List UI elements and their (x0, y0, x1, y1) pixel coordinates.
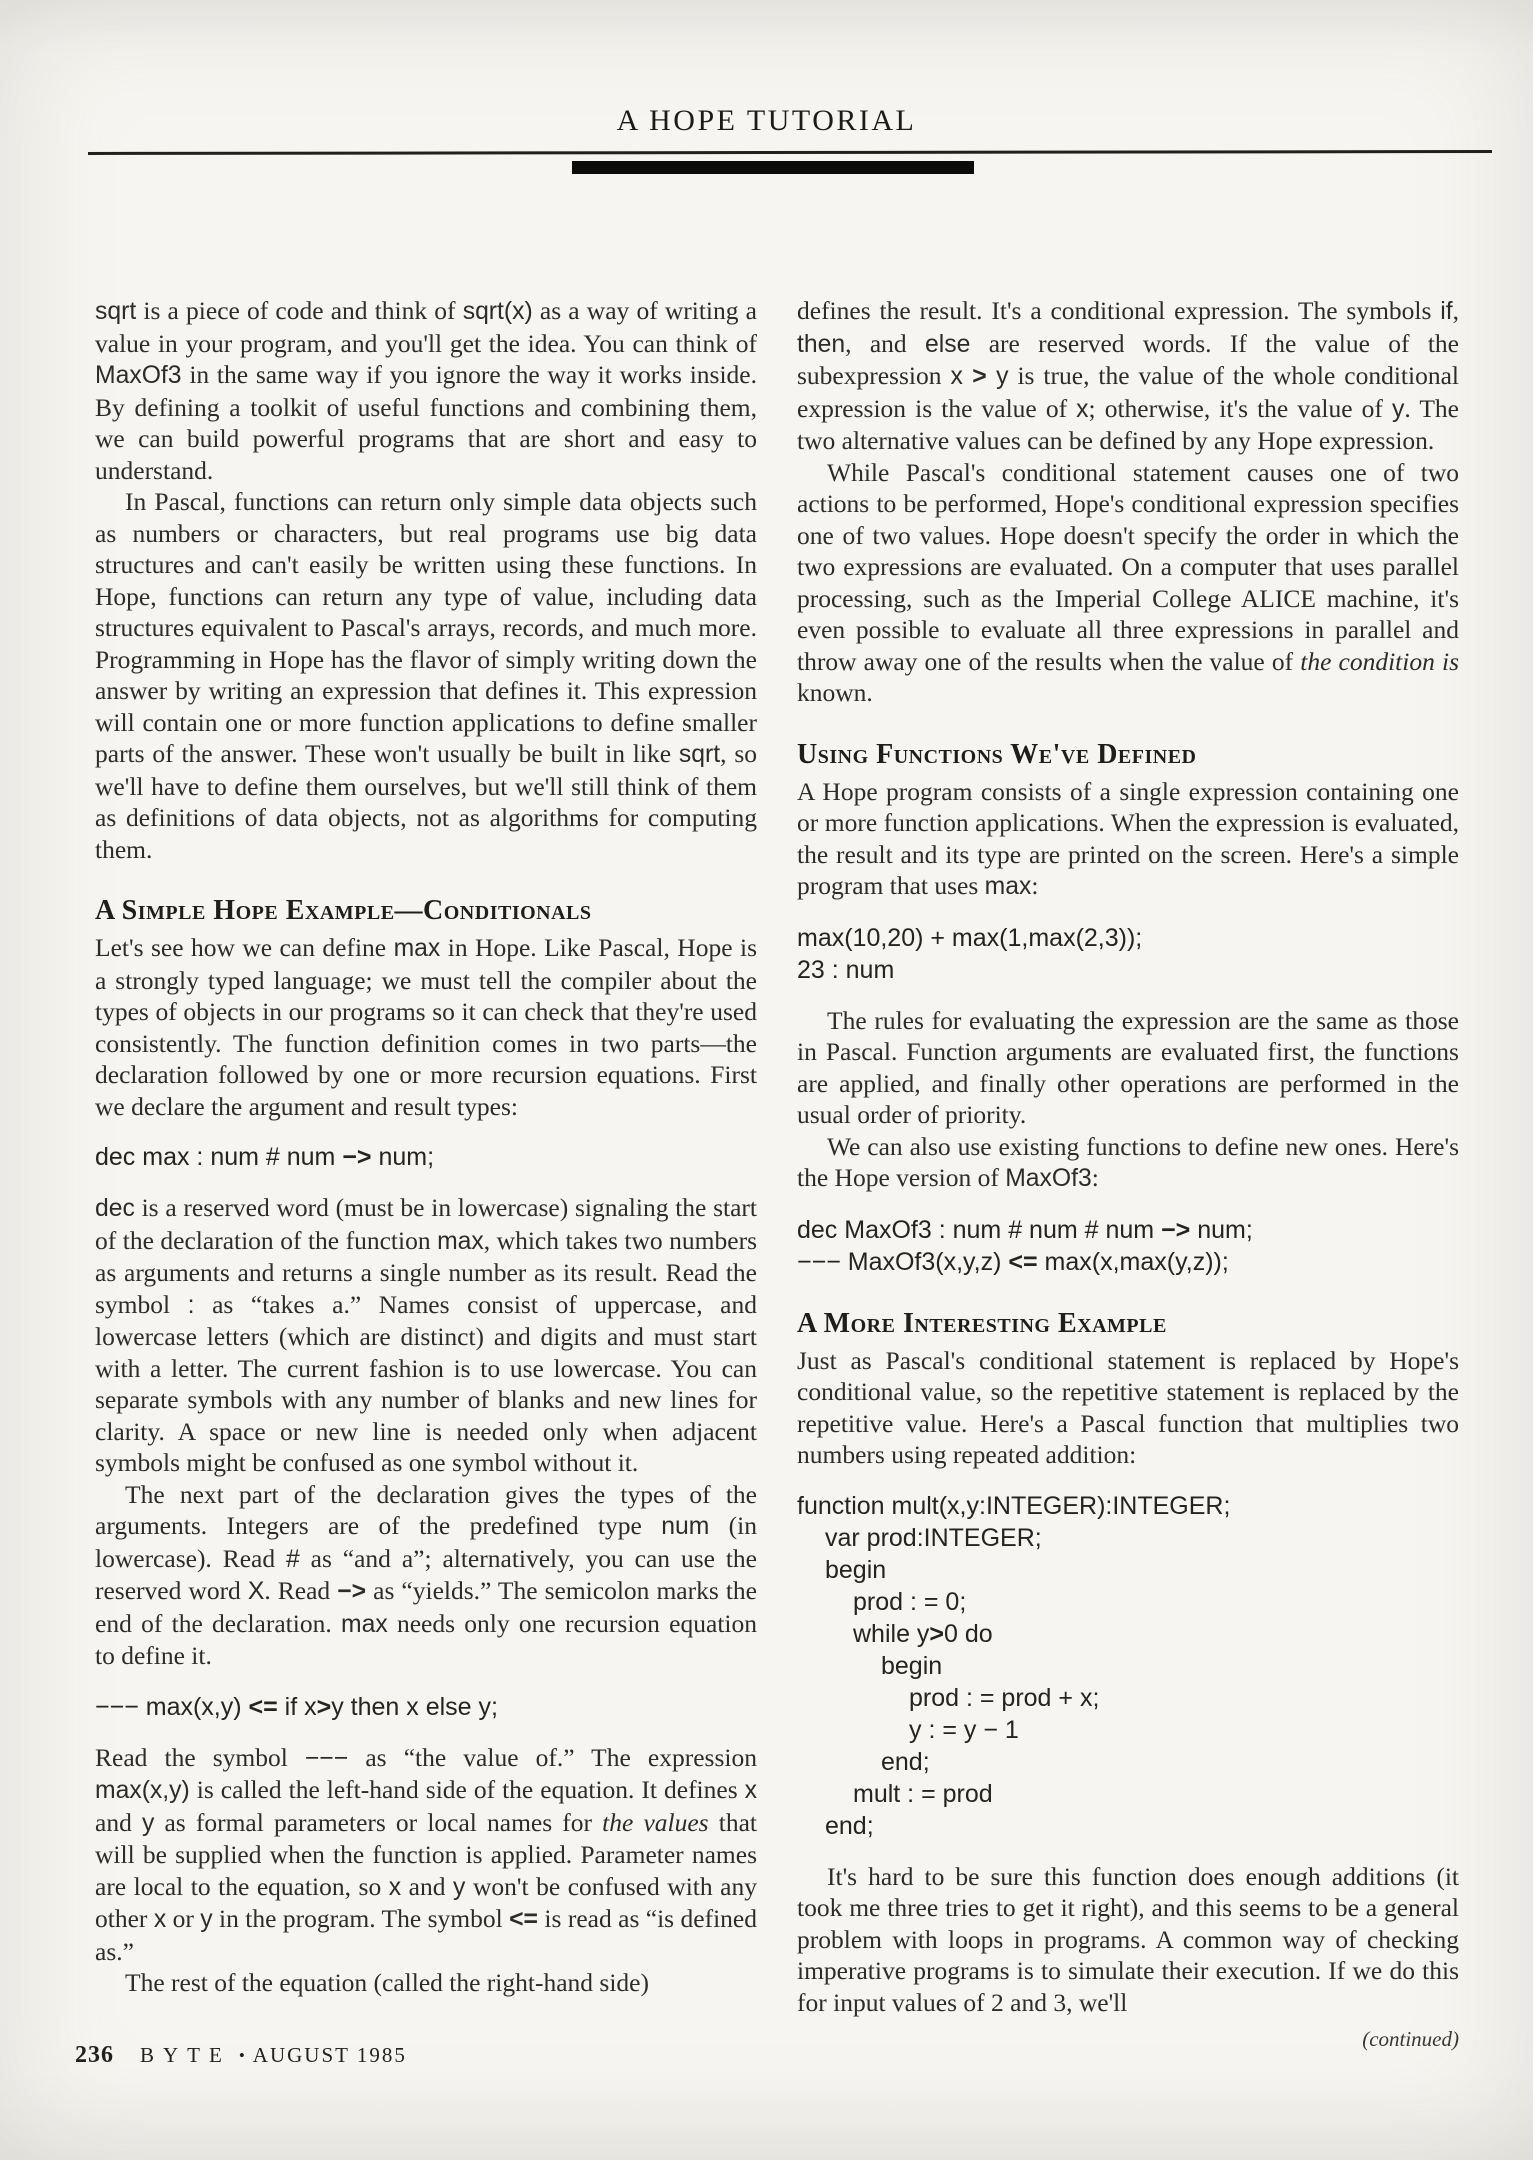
code-block (95, 1141, 757, 1173)
paragraph: Just as Pascal's conditional statement is replaced by Hope's conditional value, so the repetitive statement is replaced by the repetitive value. Here's a Pascal function that multiplies two numbers using repeated addition: (797, 1345, 1459, 1469)
paragraph: We can also use existing functions to define new ones. Here's the Hope version of MaxOf3: (797, 1131, 1459, 1192)
paragraph: sqrt is a piece of code and think of sqrt(x) as a way of writing a value in your program, and you'll get the idea. You can think of MaxOf3 in the same way if you ignore the way it works inside. By defining a toolkit of useful functions and combining them, we can build powerful programs that are short and easy to understand. (95, 296, 757, 485)
code-line: y : = y − 1 (909, 1715, 1019, 1744)
code-line: dec MaxOf3 : num # num # num −> num; (797, 1215, 1253, 1244)
code-block (95, 1691, 757, 1723)
code-block (797, 1214, 1459, 1278)
code-line: end; (881, 1747, 930, 1776)
code-line: prod : = prod + x; (909, 1683, 1100, 1712)
paragraph: While Pascal's conditional statement causes one of two actions to be performed, Hope's conditional expression specifies one of two values. Hope doesn't specify the order in which the two expressions are evaluated. On a computer that uses parallel processing, such as the Imperial College ALICE machine, it's even possible to evaluate all three expressions in parallel and throw away one of the results when the value of the condition is known. (797, 457, 1459, 707)
footer-bullet: • (238, 2046, 245, 2065)
paragraph: The rest of the equation (called the right-hand side) (125, 1968, 649, 1997)
magazine-name: BYTE (140, 2043, 231, 2067)
code-block (797, 922, 1459, 986)
header-rule (88, 150, 1492, 155)
code-line: begin (825, 1555, 887, 1584)
page-number: 236 (75, 2042, 114, 2068)
paragraph: The rules for evaluating the expression are the same as those in Pascal. Function arguments are evaluated first, the functions are applied, and finally other operations are performed in the usual order of priority. (797, 1005, 1459, 1129)
code-line: begin (881, 1651, 943, 1680)
paragraph: The next part of the declaration gives the types of the arguments. Integers are of the predefined type num (in lowercase). Read # as “and a”; alternatively, you can use the reserved word X. Read −> as “yields.” The semicolon marks the end of the declaration. max needs only one recursion equation to define it. (95, 1479, 757, 1670)
continued-marker: (continued) (1362, 2027, 1459, 2051)
header-title-underbar (572, 161, 974, 174)
page-title: A HOPE TUTORIAL (616, 104, 917, 137)
right-column (797, 295, 1459, 2052)
code-line: while y>0 do (853, 1619, 993, 1648)
code-line: −−− max(x,y) <= if x>y then x else y; (95, 1692, 498, 1721)
code-line: dec max : num # num −> num; (95, 1143, 435, 1171)
paragraph: Let's see how we can define max in Hope. Like Pascal, Hope is a strongly typed language; we must tell the compiler about the types of objects in our programs so it can check that they're used consistently. The function definition comes in two parts—the declaration followed by one or more recursion equations. First we declare the argument and result types: (95, 933, 757, 1121)
code-line: function mult(x,y:INTEGER):INTEGER; (797, 1491, 1231, 1520)
section-heading: A Simple Hope Example—Conditionals (95, 895, 592, 926)
paragraph: Read the symbol −−− as “the value of.” The expression max(x,y) is called the left-hand side of the equation. It defines x and y as formal parameters or local names for the values that will be supplied when the function is applied. Parameter names are local to the equation, so x and y won't be confused with any other x or y in the program. The symbol <= is read as “is defined as.” (95, 1742, 757, 1966)
code-line: var prod:INTEGER; (825, 1523, 1042, 1552)
code-line: prod : = 0; (853, 1587, 967, 1616)
left-column (95, 295, 757, 2052)
code-line: mult : = prod (853, 1779, 993, 1808)
article-body (95, 295, 1459, 2052)
code-line: −−− MaxOf3(x,y,z) <= max(x,max(y,z)); (797, 1247, 1229, 1276)
section-heading: Using Functions We've Defined (797, 738, 1197, 770)
code-line: end; (825, 1811, 874, 1840)
paragraph: A Hope program consists of a single expression containing one or more function applications. When the expression is evaluated, the result and its type are printed on the screen. Here's a simple program that uses max: (797, 776, 1459, 900)
paragraph: defines the result. It's a conditional expression. The symbols if, then, and else are reserved words. If the value of the subexpression x > y is true, the value of the whole conditional expression is the value of x; otherwise, it's the value of y. The two alternative values can be defined by any Hope expression. (797, 296, 1460, 455)
section-heading: A More Interesting Example (797, 1307, 1167, 1339)
code-block (797, 1490, 1459, 1842)
paragraph: dec is a reserved word (must be in lowercase) signaling the start of the declaration of the function max, which takes two numbers as arguments and returns a single number as its result. Read the symbol : as “takes a.” Names consist of uppercase, and lowercase letters (which are distinct) and digits and must start with a letter. The current fashion is to use lowercase. You can separate symbols with any number of blanks and new lines for clarity. A space or new line is needed only when adjacent symbols might be confused as one symbol without it. (95, 1193, 757, 1477)
paragraph: It's hard to be sure this function does enough additions (it took me three tries to get it right), and this seems to be a general problem with loops in programs. A common way of checking imperative programs is to simulate their execution. If we do this for input values of 2 and 3, we'll (797, 1861, 1459, 2017)
code-line: max(10,20) + max(1,max(2,3)); (797, 923, 1143, 952)
paragraph: In Pascal, functions can return only simple data objects such as numbers or characters, but real programs use big data structures and can't easily be written using these functions. In Hope, functions can return any type of value, including data structures equivalent to Pascal's arrays, records, and much more. Programming in Hope has the flavor of simply writing down the answer by writing an expression that defines it. This expression will contain one or more function applications to define smaller parts of the answer. These won't usually be built in like sqrt, so we'll have to define them ourselves, but we'll still think of them as definitions of data objects, not as algorithms for computing them. (95, 487, 757, 864)
code-line: 23 : num (797, 955, 895, 984)
page-footer (75, 2042, 407, 2069)
issue-date: AUGUST 1985 (252, 2043, 407, 2067)
